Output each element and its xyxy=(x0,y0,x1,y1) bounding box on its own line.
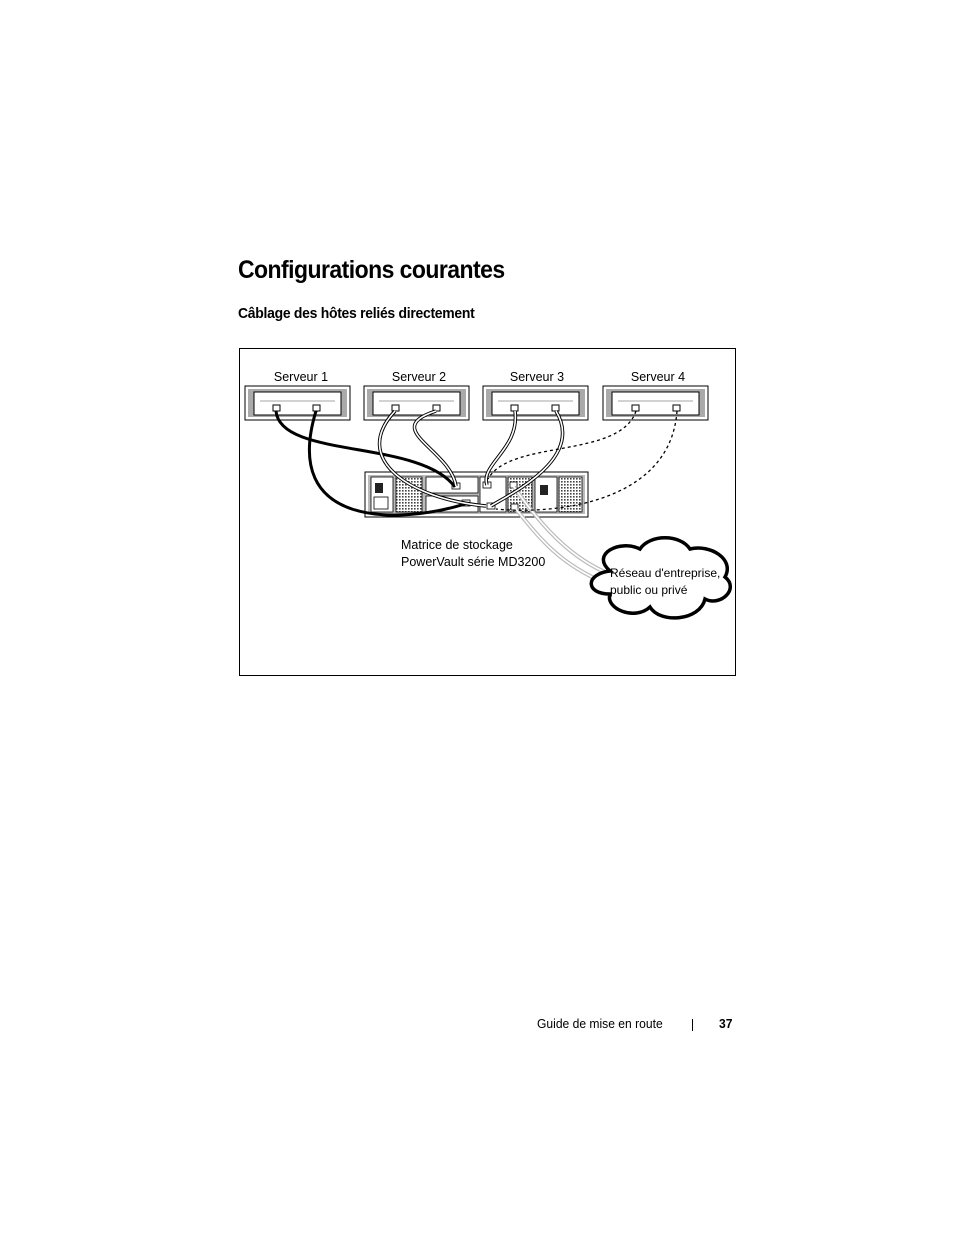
network-label-line-1: Réseau d'entreprise, xyxy=(610,566,721,580)
network-label-line-2: public ou privé xyxy=(610,583,688,597)
cabling-diagram-svg xyxy=(240,349,737,677)
storage-label-line-1: Matrice de stockage xyxy=(401,538,513,552)
server-2-unit xyxy=(364,386,469,420)
server-1-unit xyxy=(245,386,350,420)
server-4-label: Serveur 4 xyxy=(630,370,686,384)
server-1-label: Serveur 1 xyxy=(273,370,329,384)
server-2-label: Serveur 2 xyxy=(391,370,447,384)
footer-guide-title: Guide de mise en route xyxy=(537,1016,663,1031)
server-3-unit xyxy=(483,386,588,420)
page-number: 37 xyxy=(719,1016,733,1031)
section-title: Câblage des hôtes reliés directement xyxy=(238,305,475,322)
page-title: Configurations courantes xyxy=(238,256,505,284)
server-3-label: Serveur 3 xyxy=(509,370,565,384)
server-4-unit xyxy=(603,386,708,420)
storage-label-line-2: PowerVault série MD3200 xyxy=(401,555,546,569)
cabling-diagram xyxy=(239,348,736,676)
footer-separator xyxy=(692,1019,693,1031)
